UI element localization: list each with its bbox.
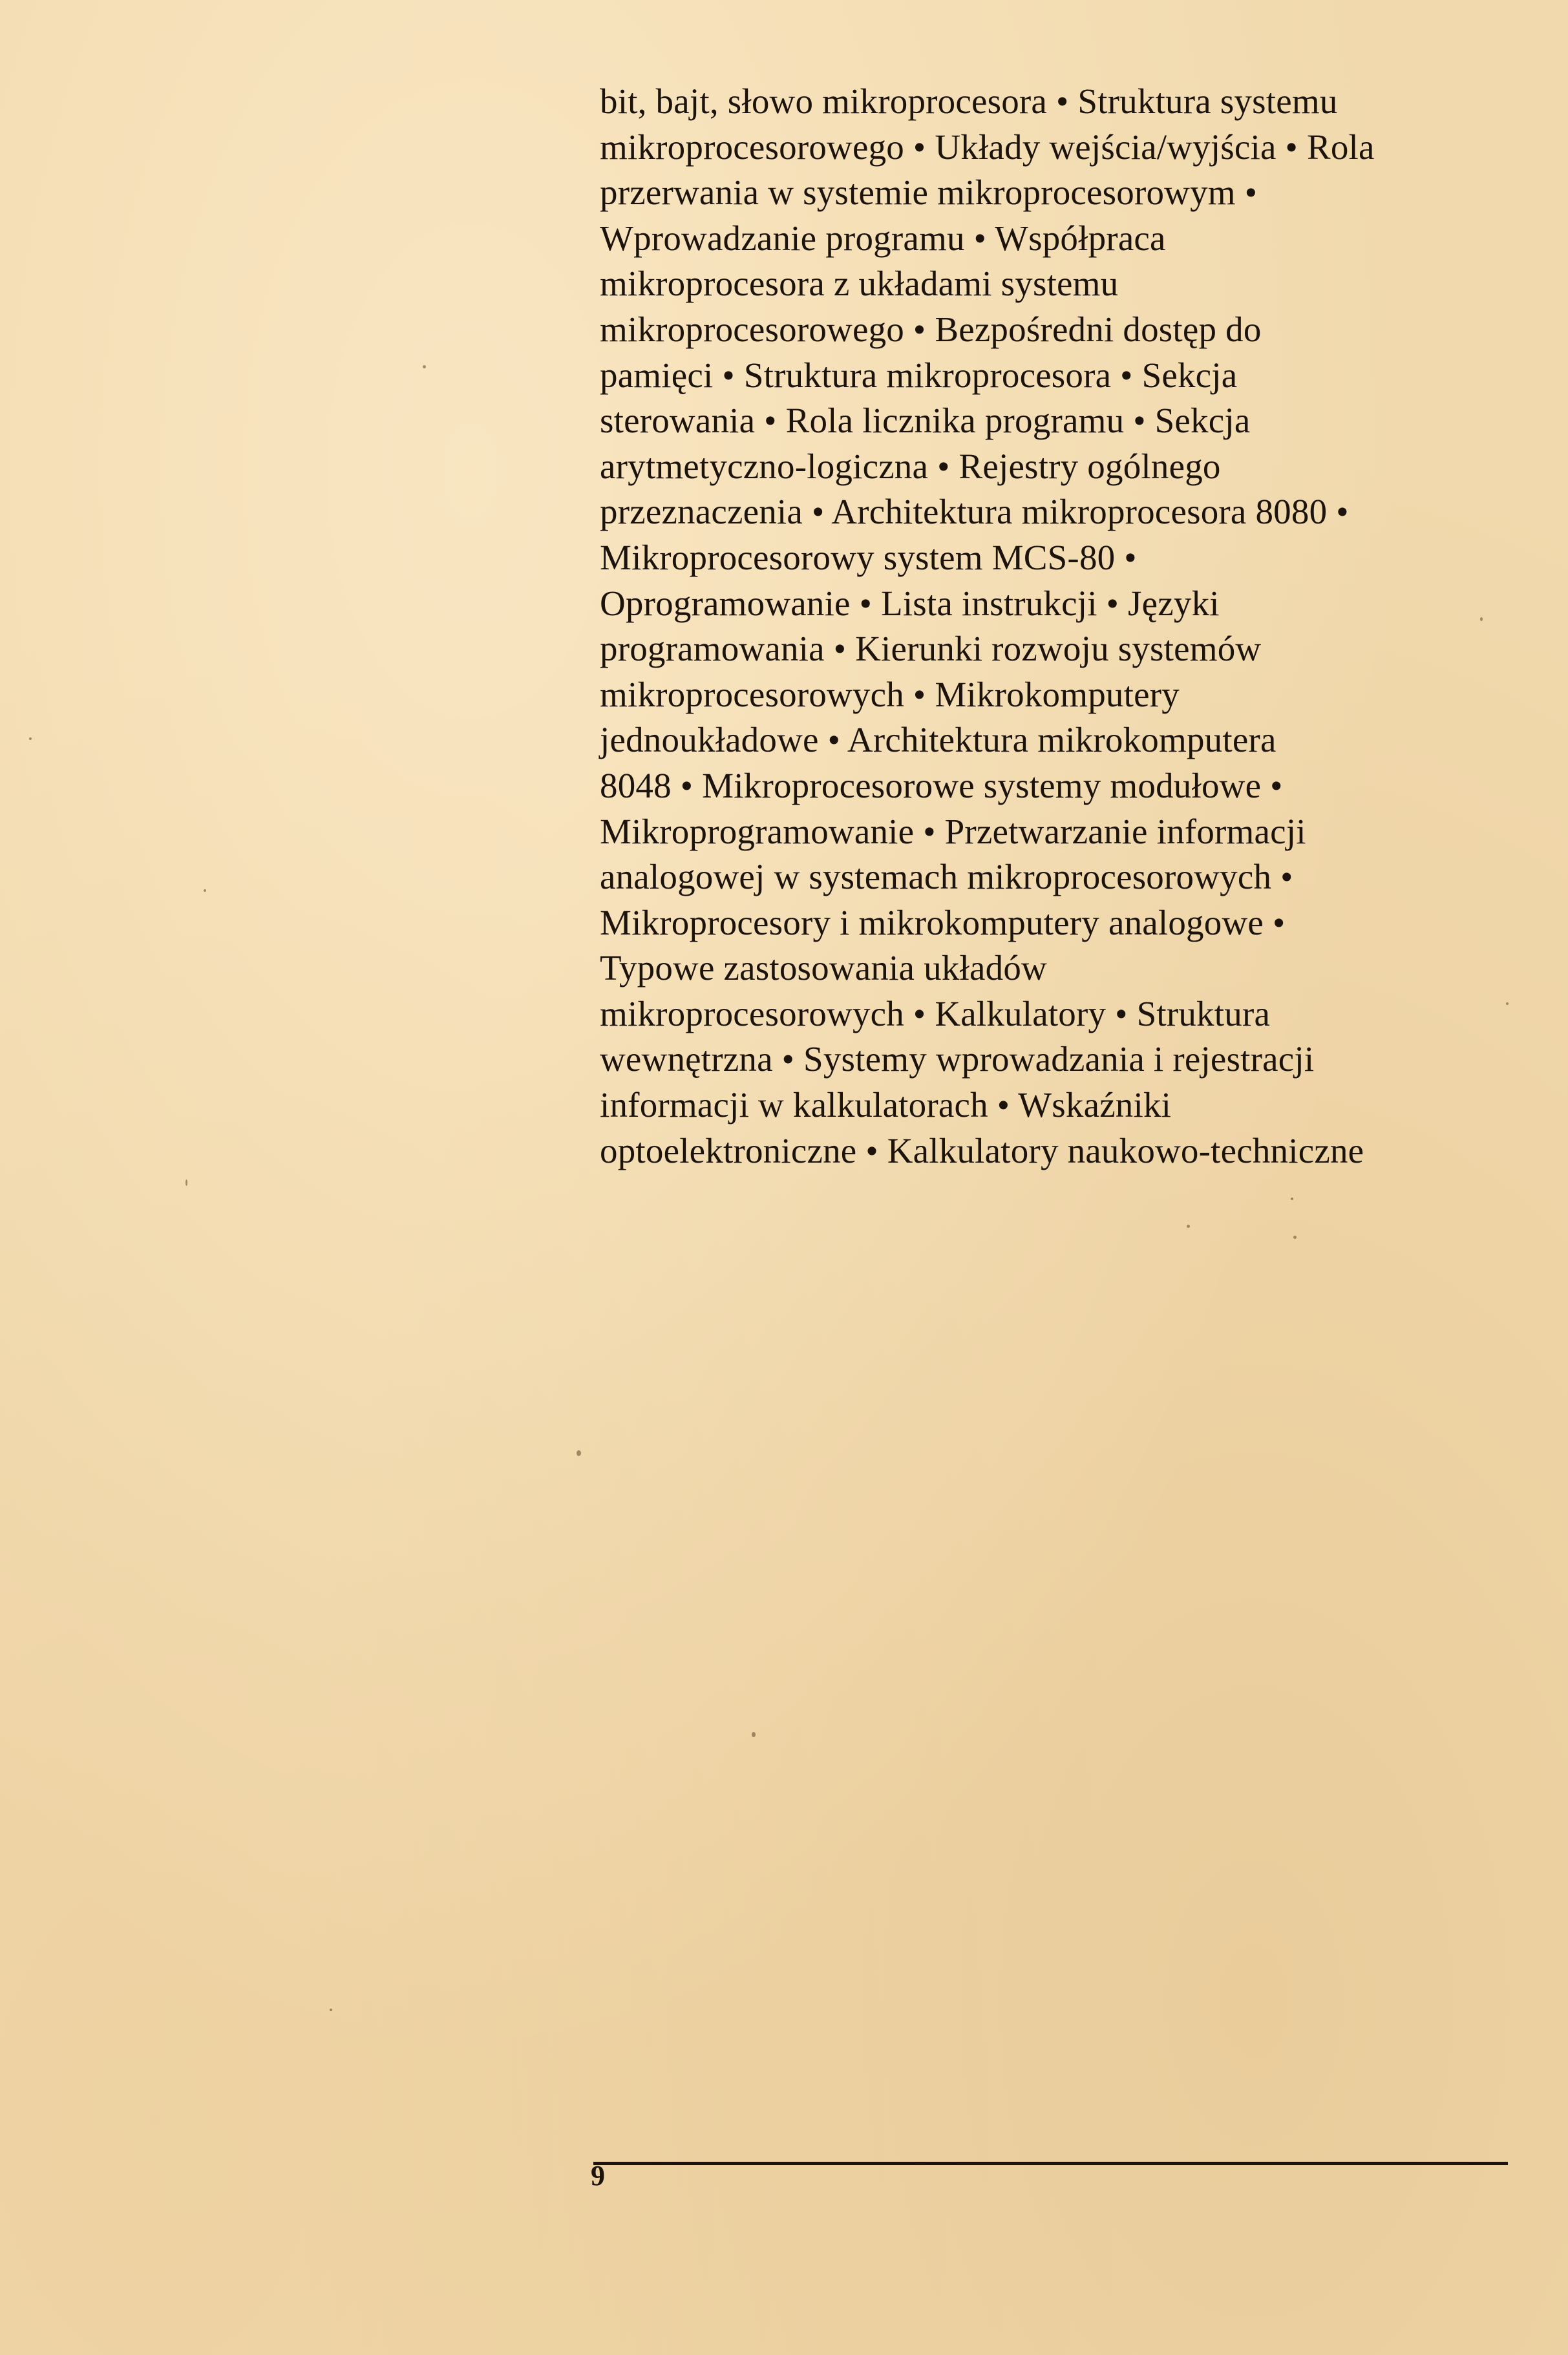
text-line: Typowe zastosowania układów (600, 948, 1047, 988)
page-number: 9 (591, 2160, 605, 2191)
text-line: programowania • Kierunki rozwoju systemów (600, 629, 1262, 669)
text-line: pamięci • Struktura mikroprocesora • Sekcja (600, 355, 1238, 395)
text-line: Mikroprogramowanie • Przetwarzanie informacji (600, 811, 1306, 851)
text-line: mikroprocesora z układami systemu (600, 264, 1119, 304)
text-line: mikroprocesorowego • Bezpośredni dostęp do (600, 309, 1262, 349)
text-line: jednoukładowe • Architektura mikrokomputera (600, 720, 1277, 760)
paper-speck (29, 737, 32, 740)
contents-paragraph (600, 79, 1531, 1174)
footer-rule (593, 2162, 1508, 2165)
text-line: mikroprocesorowego • Układy wejścia/wyjścia • Rola (600, 127, 1375, 167)
text-line: analogowej w systemach mikroprocesorowych • (600, 857, 1293, 897)
text-line: optoelektroniczne • Kalkulatory naukowo-techniczne (600, 1130, 1364, 1170)
paper-speck (423, 365, 426, 368)
text-line: Mikroprocesorowy system MCS-80 • (600, 537, 1137, 577)
text-line: wewnętrzna • Systemy wprowadzania i rejestracji (600, 1039, 1315, 1079)
paper-speck (1187, 1225, 1190, 1228)
paper-speck (752, 1732, 756, 1737)
paper-speck (1480, 617, 1483, 621)
text-line: Mikroprocesory i mikrokomputery analogowe • (600, 902, 1286, 942)
text-line: 8048 • Mikroprocesorowe systemy modułowe • (600, 765, 1283, 805)
paper-speck (1291, 1198, 1293, 1200)
paper-speck (204, 889, 206, 892)
text-line: Wprowadzanie programu • Współpraca (600, 218, 1166, 258)
paper-speck (1293, 1236, 1297, 1239)
text-line: mikroprocesorowych • Kalkulatory • Struktura (600, 993, 1271, 1033)
text-line: przerwania w systemie mikroprocesorowym • (600, 173, 1258, 213)
paper-speck (577, 1450, 581, 1456)
text-line: bit, bajt, słowo mikroprocesora • Struktura systemu (600, 81, 1338, 121)
paper-speck (185, 1179, 187, 1186)
text-line: mikroprocesorowych • Mikrokomputery (600, 674, 1180, 714)
paper-speck (330, 2009, 332, 2011)
text-line: informacji w kalkulatorach • Wskaźniki (600, 1085, 1172, 1125)
text-line: przeznaczenia • Architektura mikroprocesora 8080 • (600, 492, 1349, 532)
text-line: Oprogramowanie • Lista instrukcji • Języki (600, 583, 1220, 623)
text-line: arytmetyczno-logiczna • Rejestry ogólnego (600, 446, 1221, 486)
text-line: sterowania • Rola licznika programu • Sekcja (600, 401, 1251, 441)
paper-speck (1506, 1002, 1509, 1005)
